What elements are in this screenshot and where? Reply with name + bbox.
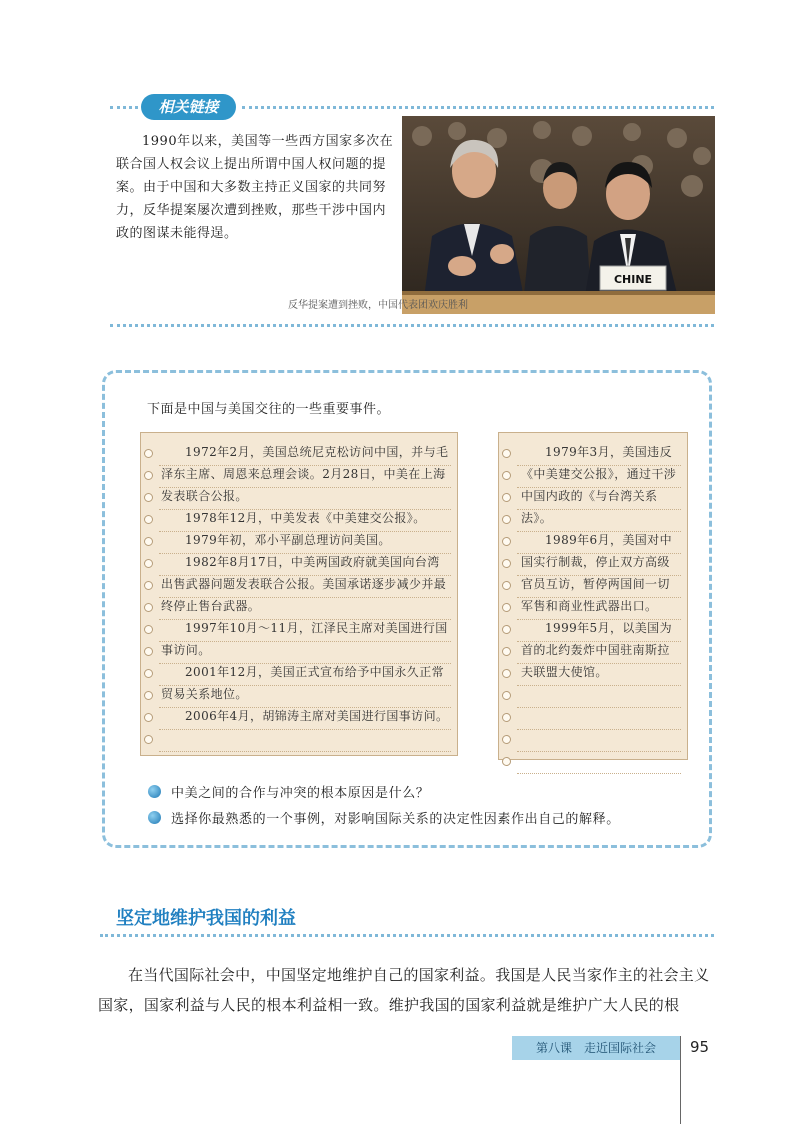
note-hole: [502, 713, 511, 722]
note-hole: [144, 713, 153, 722]
event-item: 1989年6月，美国对中国实行制裁，停止双方高级官员互访，暂停两国间一切军售和商业性武器出口。: [521, 533, 672, 613]
note-hole: [502, 625, 511, 634]
note-hole: [144, 735, 153, 744]
note-hole: [144, 669, 153, 678]
events-intro: 下面是中国与美国交往的一些重要事件。: [147, 402, 391, 417]
note-hole: [502, 559, 511, 568]
note-hole: [502, 581, 511, 590]
footer-divider: [680, 1036, 681, 1124]
section-title: 坚定地维护我国的利益: [116, 908, 296, 929]
events-right-list: [521, 441, 681, 683]
section-paragraph: 在当代国际社会中，中国坚定地维护自己的国家利益。我国是人民当家作主的社会主义国家，国家利益与人民的根本利益相一致。维护我国的国家利益就是维护广大人民的根: [98, 966, 710, 1014]
note-hole: [144, 581, 153, 590]
link-paragraph: 1990年以来，美国等一些西方国家多次在联合国人权会议上提出所谓中国人权问题的提案。由于中国和大多数主持正义国家的共同努力，反华提案屡次遭到挫败，那些干涉中国内政的图谋未能得逞。: [116, 134, 394, 241]
note-hole: [502, 471, 511, 480]
note-line: [517, 729, 681, 730]
link-dots-left: [110, 106, 138, 109]
event-item: 2001年12月，美国正式宣布给予中国永久正常贸易关系地位。: [161, 665, 445, 701]
link-title-badge: 相关链接: [141, 94, 236, 120]
event-item: 1979年3月，美国违反《中美建交公报》，通过干涉中国内政的《与台湾关系法》。: [521, 445, 677, 525]
note-hole: [502, 647, 511, 656]
question-1: [148, 782, 429, 801]
event-item: 1972年2月，美国总统尼克松访问中国，并与毛泽东主席、周恩来总理会谈。2月28日，中美在上海发表联合公报。: [161, 445, 449, 503]
event-item: 2006年4月，胡锦涛主席对美国进行国事访问。: [185, 709, 449, 723]
note-hole: [502, 735, 511, 744]
note-hole: [502, 449, 511, 458]
note-hole: [502, 603, 511, 612]
note-hole: [502, 537, 511, 546]
note-hole: [144, 493, 153, 502]
note-hole: [144, 691, 153, 700]
event-item: 1999年5月，以美国为首的北约轰炸中国驻南斯拉夫联盟大使馆。: [521, 621, 672, 679]
note-hole: [144, 537, 153, 546]
note-hole: [144, 647, 153, 656]
event-item: 1982年8月17日，中美两国政府就美国向台湾出售武器问题发表联合公报。美国承诺逐步减少并最终停止售台武器。: [161, 555, 447, 613]
note-hole: [144, 515, 153, 524]
link-bottom-dots: [110, 324, 714, 327]
delegation-photo-svg: [402, 116, 715, 314]
events-right-note: [498, 432, 688, 760]
event-item: 1979年初，邓小平副总理访问美国。: [185, 533, 391, 547]
delegation-photo: [402, 116, 715, 314]
events-left-list: [161, 441, 451, 727]
photo-name-sign: CHINE: [613, 273, 653, 286]
note-line: [517, 773, 681, 774]
note-line: [517, 707, 681, 708]
note-line: [517, 685, 681, 686]
question-bullet-icon: [148, 785, 161, 798]
question-text: 选择你最熟悉的一个事例，对影响国际关系的决定性因素作出自己的解释。: [171, 812, 620, 827]
note-hole: [144, 449, 153, 458]
note-hole: [144, 603, 153, 612]
note-hole: [502, 757, 511, 766]
question-text: 中美之间的合作与冲突的根本原因是什么？: [171, 786, 430, 801]
section-title-dots: [100, 934, 714, 937]
note-line: [159, 751, 451, 752]
note-line: [517, 751, 681, 752]
note-hole: [502, 515, 511, 524]
events-left-note: [140, 432, 458, 756]
note-hole: [502, 669, 511, 678]
question-2: [148, 808, 620, 827]
link-dots-right: [242, 106, 714, 109]
photo-caption: 反华提案遭到挫败，中国代表团欢庆胜利: [288, 300, 468, 311]
event-item: 1978年12月，中美发表《中美建交公报》。: [185, 511, 426, 525]
footer-chapter: 第八课 走近国际社会: [535, 1041, 656, 1055]
question-bullet-icon: [148, 811, 161, 824]
note-line: [159, 729, 451, 730]
note-hole: [502, 493, 511, 502]
event-item: 1997年10月～11月，江泽民主席对美国进行国事访问。: [161, 621, 448, 657]
note-hole: [502, 691, 511, 700]
note-hole: [144, 625, 153, 634]
note-hole: [144, 559, 153, 568]
page-number: 95: [690, 1038, 710, 1056]
note-hole: [144, 471, 153, 480]
